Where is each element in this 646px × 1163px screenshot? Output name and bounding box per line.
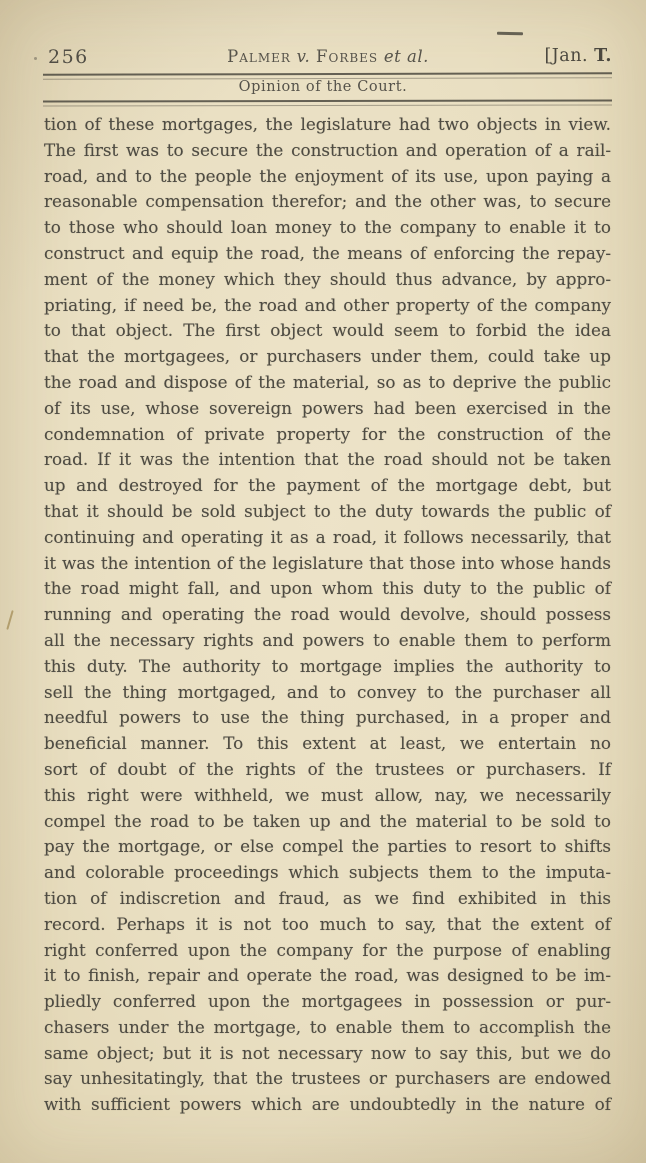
text-line: priating, if need be, the road and other property of the company — [44, 294, 611, 315]
text-line: running and operating the road would devolve, should possess — [44, 604, 611, 625]
page-header — [44, 46, 612, 68]
scan-artifact-dot — [34, 57, 37, 60]
scan-artifact-dash — [497, 32, 523, 35]
text-line: construct and equip the road, the means of enforcing the repay- — [44, 242, 611, 263]
margin-pen-mark — [6, 610, 13, 630]
text-line: The first was to secure the construction and operation of a rail- — [44, 139, 611, 160]
text-line: reasonable compensation therefor; and the other was, to secure — [44, 191, 611, 212]
text-line: up and destroyed for the payment of the mortgage debt, but — [44, 475, 611, 496]
text-line: sort of doubt of the rights of the trustees or purchasers. If — [44, 758, 611, 779]
body-text — [44, 114, 611, 1120]
text-line: say unhesitatingly, that the trustees or purchasers are endowed — [44, 1068, 611, 1089]
text-line: all the necessary rights and powers to enable them to perform — [44, 629, 611, 650]
case-party2: Forbes — [316, 47, 379, 66]
text-line: sell the thing mortgaged, and to convey to the purchaser all — [44, 681, 611, 702]
text-line: beneficial manner. To this extent at least, we entertain no — [44, 733, 611, 754]
case-title — [44, 47, 612, 66]
term-label — [544, 46, 612, 66]
text-line: this duty. The authority to mortgage implies the authority to — [44, 655, 611, 676]
case-versus: v. — [290, 47, 317, 66]
case-etal: et al. — [378, 47, 429, 66]
text-line: and colorable proceedings which subjects them to the imputa- — [44, 862, 611, 883]
text-line: pliedly conferred upon the mortgagees in possession or pur- — [44, 991, 611, 1012]
text-line: the road might fall, and upon whom this duty to the public of — [44, 578, 611, 599]
header-rule-bottom — [43, 100, 612, 107]
text-line: it to finish, repair and operate the road, was designed to be im- — [44, 965, 611, 986]
running-head: Opinion of the Court. — [238, 79, 408, 95]
text-line: of its use, whose sovereign powers had been exercised in the — [44, 397, 611, 418]
text-line: it was the intention of the legislature that those into whose hands — [44, 552, 611, 573]
case-party1: Palmer — [227, 47, 291, 66]
term-abbrev: T. — [594, 46, 612, 66]
text-line: tion of indiscretion and fraud, as we find exhibited in this — [44, 887, 611, 908]
text-line: road, and to the people the enjoyment of its use, upon paying a — [44, 165, 611, 186]
text-line: road. If it was the intention that the road should not be taken — [44, 449, 611, 470]
text-line: chasers under the mortgage, to enable them to accomplish the — [44, 1016, 611, 1037]
text-line: ment of the money which they should thus advance, by appro- — [44, 268, 611, 289]
text-line: to those who should loan money to the company to enable it to — [44, 217, 611, 238]
text-line: compel the road to be taken up and the material to be sold to — [44, 810, 611, 831]
text-line: same object; but it is not necessary now to say this, but we do — [44, 1042, 611, 1063]
page-number: 256 — [48, 46, 89, 68]
term-text: [Jan. — [544, 46, 595, 66]
text-line: that it should be sold subject to the duty towards the public of — [44, 500, 611, 521]
text-line: continuing and operating it as a road, it follows necessarily, that — [44, 526, 611, 547]
text-line: record. Perhaps it is not too much to say, that the extent of — [44, 913, 611, 934]
text-line: condemnation of private property for the construction of the — [44, 423, 611, 444]
text-line: this right were withheld, we must allow, nay, we necessarily — [44, 784, 611, 805]
text-line: needful powers to use the thing purchased, in a proper and — [44, 707, 611, 728]
text-line: to that object. The first object would seem to forbid the idea — [44, 320, 611, 341]
text-line: with sufficient powers which are undoubtedly in the nature of — [44, 1094, 611, 1115]
text-line: that the mortgagees, or purchasers under them, could take up — [44, 346, 611, 367]
text-line: the road and dispose of the material, so as to deprive the public — [44, 371, 611, 392]
text-line: right conferred upon the company for the purpose of enabling — [44, 939, 611, 960]
text-line: pay the mortgage, or else compel the parties to resort to shifts — [44, 836, 611, 857]
text-line: tion of these mortgages, the legislature had two objects in view. — [44, 114, 611, 134]
